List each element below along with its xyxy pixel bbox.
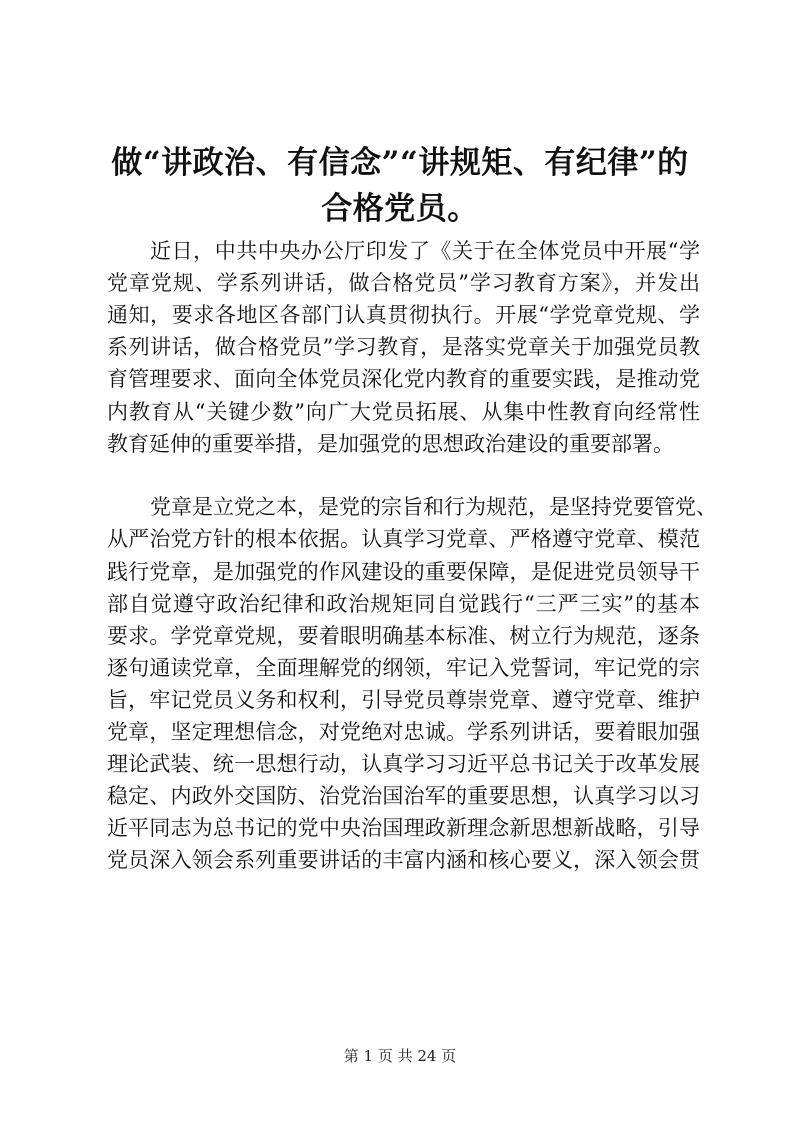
body-text-line: 教育延伸的重要举措，是加强党的思想政治建设的重要部署。: [107, 432, 674, 456]
body-text-line: 稳定、内政外交国防、治党治国治军的重要思想，认真学习以习: [107, 784, 700, 808]
body-text-line: 从严治党方针的根本依据。认真学习党章、严格遵守党章、模范: [107, 527, 700, 551]
body-text-line: 党员深入领会系列重要讲话的丰富内涵和核心要义，深入领会贯: [107, 848, 700, 872]
body-text-line: 要求。学党章党规，要着眼明确基本标准、树立行为规范，逐条: [107, 624, 700, 648]
body-text-line: 通知，要求各地区各部门认真贯彻执行。开展“学党章党规、学: [107, 303, 700, 327]
body-text-line: 内教育从“关键少数”向广大党员拓展、从集中性教育向经常性: [107, 400, 700, 424]
body-text-line: 党章党规、学系列讲话，做合格党员”学习教育方案》，并发出: [107, 271, 700, 295]
body-text-line: 近日，中共中央办公厅印发了《关于在全体党员中开展“学: [150, 239, 700, 263]
body-text-line: 逐句通读党章，全面理解党的纲领，牢记入党誓词，牢记党的宗: [107, 656, 700, 680]
body-text-line: 党章是立党之本，是党的宗旨和行为规范，是坚持党要管党、: [150, 495, 717, 519]
body-text-line: 党章，坚定理想信念，对党绝对忠诚。学系列讲话，要着眼加强: [107, 720, 700, 744]
document-title-line-2: 合格党员。: [321, 191, 479, 227]
body-text-line: 践行党章，是加强党的作风建设的重要保障，是促进党员领导干: [107, 560, 700, 584]
body-text-line: 理论武装、统一思想行动，认真学习习近平总书记关于改革发展: [107, 752, 700, 776]
body-text-line: 近平同志为总书记的党中央治国理政新理念新思想新战略，引导: [107, 816, 700, 840]
body-text-line: 旨，牢记党员义务和权利，引导党员尊崇党章、遵守党章、维护: [107, 688, 700, 712]
body-text-line: 育管理要求、面向全体党员深化党内教育的重要实践，是推动党: [107, 367, 700, 391]
body-text-line: 部自觉遵守政治纪律和政治规矩同自觉践行“三严三实”的基本: [107, 592, 700, 616]
document-title-line-1: 做“讲政治、有信念”“讲规矩、有纪律”的: [111, 145, 689, 181]
body-text-line: 系列讲话，做合格党员”学习教育，是落实党章关于加强党员教: [107, 335, 700, 359]
page-number-footer: 第 1 页 共 24 页: [343, 1047, 457, 1065]
